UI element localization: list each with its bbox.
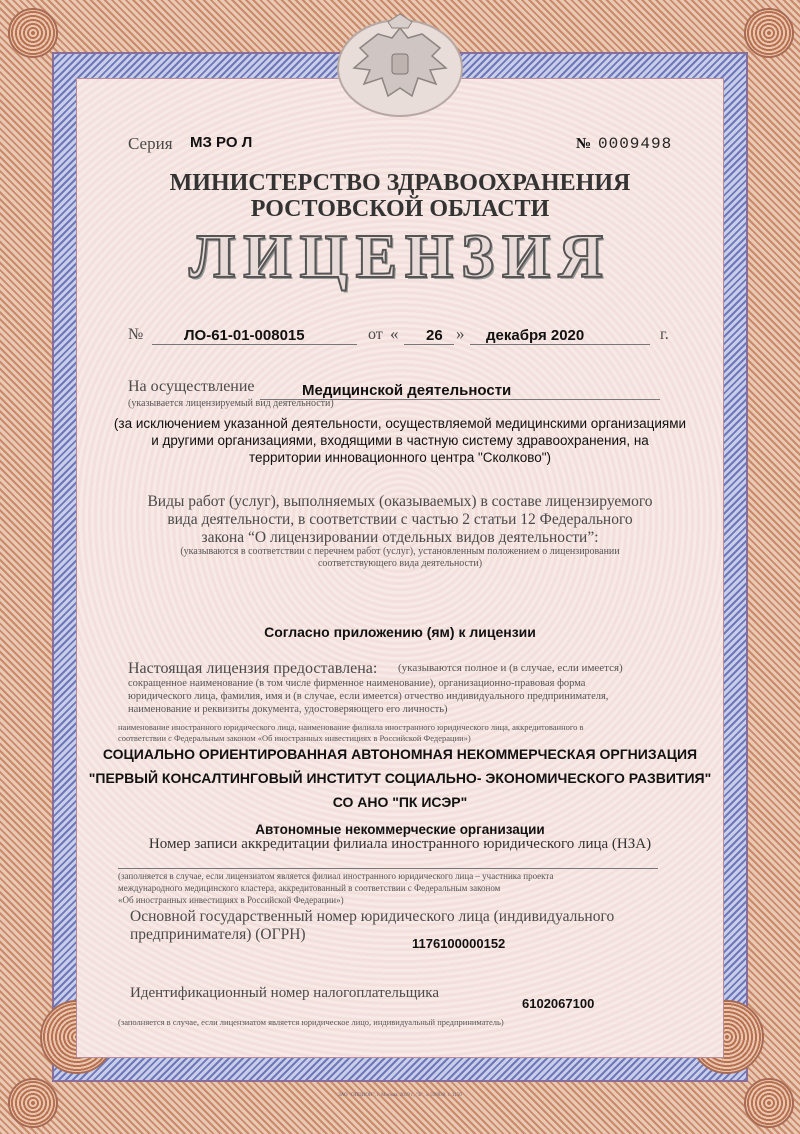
series-label: Серия bbox=[128, 134, 173, 153]
license-number-label: № bbox=[128, 326, 144, 343]
corner-rosette-icon bbox=[744, 8, 794, 58]
works-hint-1: (указываются в соответствии с перечнем работ (услуг), установленным положением о лицензировании bbox=[180, 546, 620, 557]
nza-hint-1: (заполняется в случае, если лицензиатом является филиал иностранного юридического лица – участника проекта bbox=[118, 871, 554, 881]
license-month-year: декабря 2020 bbox=[486, 327, 585, 344]
form-number: 0009498 bbox=[598, 135, 673, 153]
license-day: 26 bbox=[426, 327, 443, 344]
granted-hint-4: наименование и реквизиты документа, удостоверяющего его личность) bbox=[128, 704, 448, 715]
works-value: Согласно приложению (ям) к лицензии bbox=[264, 624, 536, 640]
inn-hint: (заполняется в случае, если лицензиатом является юридическое лицо, индивидуальный предприниматель) bbox=[118, 1017, 504, 1027]
from-label: от bbox=[368, 326, 383, 343]
org-short-name: СО АНО "ПК ИСЭР" bbox=[332, 794, 468, 810]
quote-close: » bbox=[456, 324, 465, 343]
activity-hint: (указывается лицензируемый вид деятельности) bbox=[128, 398, 334, 409]
granted-hint-3: юридического лица, фамилия, имя и (в случае, если имеется) отчество индивидуального предпринимателя, bbox=[128, 691, 609, 702]
granted-hint-2: сокращенное наименование (в том числе фирменное наименование), организационно-правовая форма bbox=[128, 678, 586, 689]
series-value: МЗ РО Л bbox=[190, 134, 253, 151]
ministry-line-2: РОСТОВСКОЙ ОБЛАСТИ bbox=[250, 196, 550, 222]
org-name-1: СОЦИАЛЬНО ОРИЕНТИРОВАННАЯ АВТОНОМНАЯ НЕКОММЕРЧЕСКАЯ ОРГНИЗАЦИЯ bbox=[102, 746, 698, 762]
inn-label: Идентификационный номер налогоплательщика bbox=[130, 985, 440, 1001]
foreign-hint-1: наименование иностранного юридического лица, наименование филиала иностранного юридического лица, аккредитованного в bbox=[118, 722, 584, 732]
activity-value: Медицинской деятельности bbox=[302, 382, 512, 399]
nza-label: Номер записи аккредитации филиала иностранного юридического лица (НЗА) bbox=[148, 836, 652, 852]
works-text-1: Виды работ (услуг), выполняемых (оказываемых) в составе лицензируемого bbox=[147, 493, 653, 510]
corner-rosette-icon bbox=[744, 1078, 794, 1128]
granted-label: Настоящая лицензия предоставлена: bbox=[128, 660, 378, 677]
ogrn-label-2: предпринимателя) (ОГРН) bbox=[130, 926, 306, 943]
works-hint-2: соответствующего вида деятельности) bbox=[317, 558, 483, 569]
coat-of-arms-icon bbox=[330, 8, 470, 118]
activity-exclusion-2: и другими организациями, входящими в частную систему здравоохранения, на bbox=[151, 433, 649, 448]
works-text-3: закона “О лицензировании отдельных видов деятельности”: bbox=[201, 529, 599, 546]
license-number: ЛО-61-01-008015 bbox=[184, 327, 305, 344]
activity-label: На осуществление bbox=[128, 378, 255, 395]
ogrn-value: 1176100000152 bbox=[412, 936, 506, 951]
granted-hint-1: (указываются полное и (в случае, если имеется) bbox=[398, 662, 623, 674]
inn-value: 6102067100 bbox=[522, 996, 595, 1011]
nza-hint-2: международного медицинского кластера, аккредитованный в соответствии с Федеральным законом bbox=[118, 883, 501, 893]
foreign-hint-2: соответствии с Федеральным законом «Об иностранных инвестициях в Российской Федерации») bbox=[118, 733, 471, 743]
org-type: Автономные некоммерческие организации bbox=[255, 822, 545, 837]
printer-footer: ЗАО "ОПЦИОН", г. Москва, 2019 г., "Б", з. 598830, т. 1150 bbox=[338, 1093, 462, 1098]
corner-rosette-icon bbox=[8, 1078, 58, 1128]
activity-exclusion-3: территории инновационного центра "Сколково") bbox=[248, 450, 552, 465]
document-title: ЛИЦЕНЗИЯ bbox=[189, 223, 611, 291]
org-name-2: "ПЕРВЫЙ КОНСАЛТИНГОВЫЙ ИНСТИТУТ СОЦИАЛЬНО- ЭКОНОМИЧЕСКОГО РАЗВИТИЯ" bbox=[88, 770, 712, 786]
quote-open: « bbox=[390, 324, 399, 343]
works-text-2: вида деятельности, в соответствии с частью 2 статьи 12 Федерального bbox=[167, 511, 633, 528]
corner-rosette-icon bbox=[8, 8, 58, 58]
nza-hint-3: «Об иностранных инвестициях в Российской Федерации») bbox=[118, 895, 344, 905]
ministry-line-1: МИНИСТЕРСТВО ЗДРАВООХРАНЕНИЯ bbox=[169, 170, 631, 196]
ogrn-label-1: Основной государственный номер юридического лица (индивидуального bbox=[130, 908, 615, 925]
number-label: № bbox=[576, 136, 592, 152]
year-suffix: г. bbox=[660, 326, 669, 343]
activity-exclusion-1: (за исключением указанной деятельности, осуществляемой медицинскими организациями bbox=[113, 416, 687, 431]
